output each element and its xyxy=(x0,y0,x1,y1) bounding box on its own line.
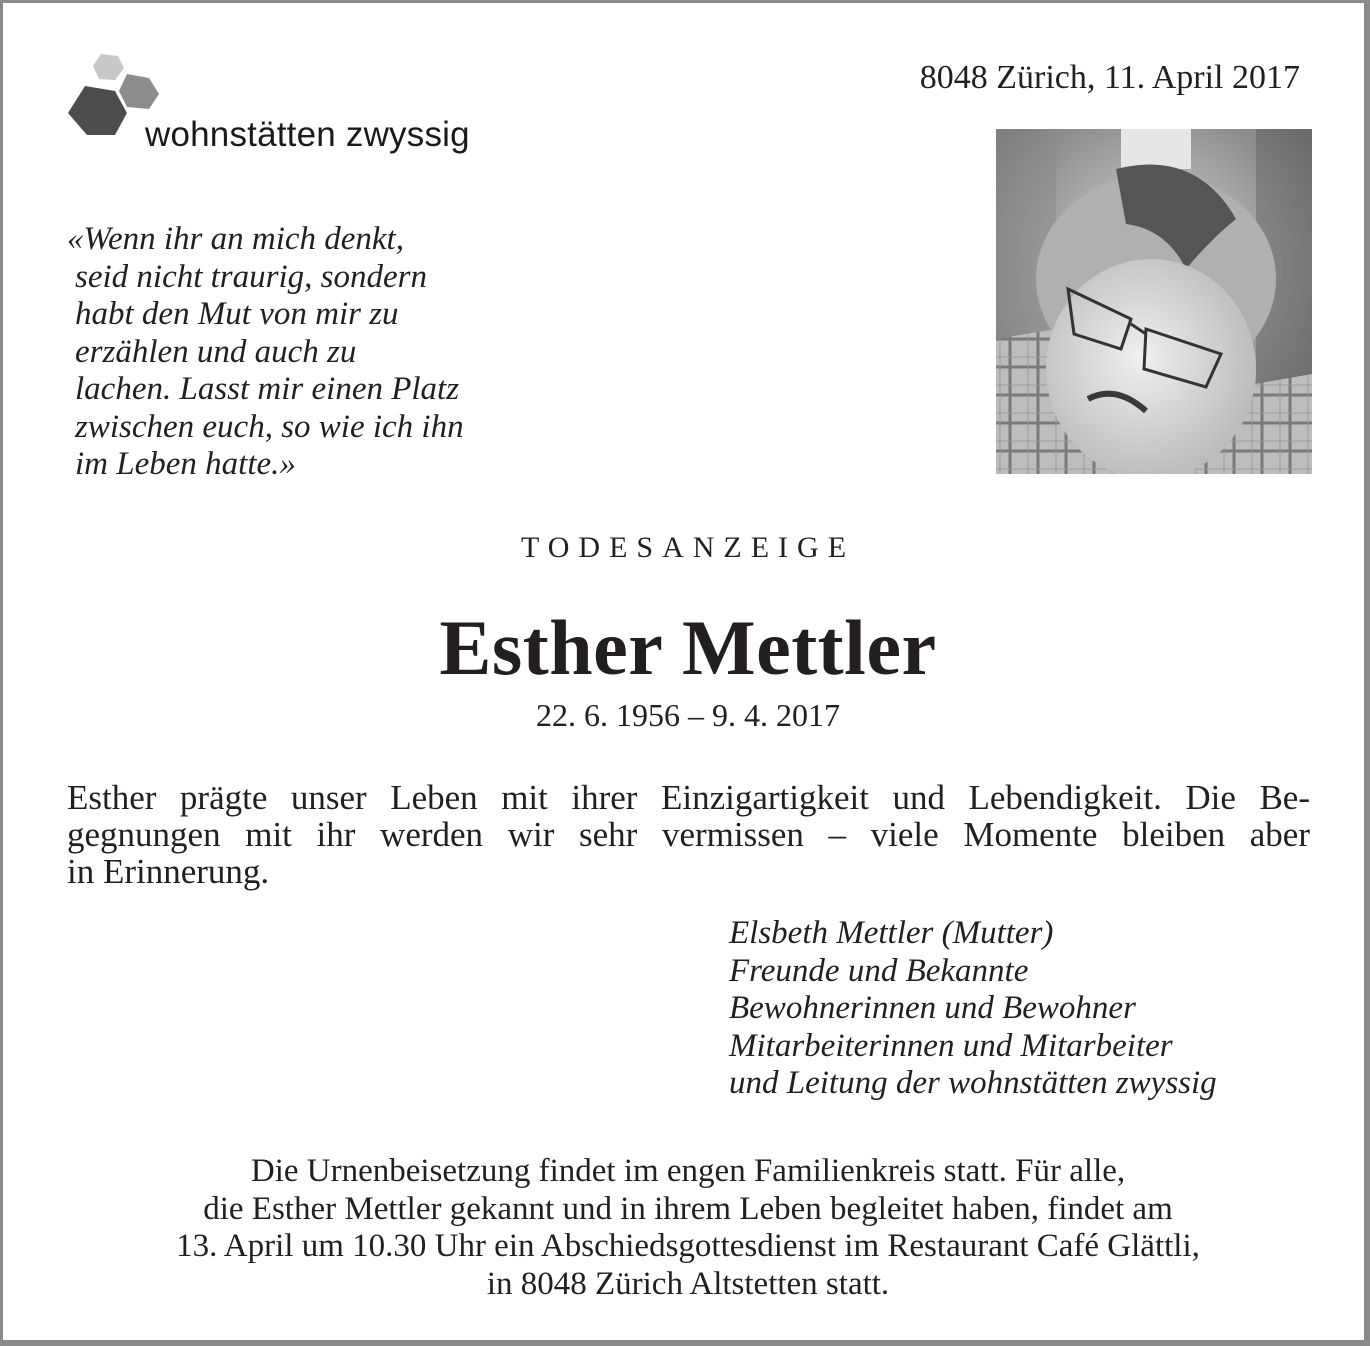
deceased-name: Esther Mettler xyxy=(439,604,937,691)
service-details xyxy=(3,1153,1370,1303)
portrait-image xyxy=(996,129,1312,474)
tribute-line: Esther prägte unser Leben mit ihrer Einzigartigkeit und Lebendigkeit. Die Be- xyxy=(67,778,1310,817)
quote-line: im Leben hatte.» xyxy=(75,446,296,482)
quote-line: lachen. Lasst mir einen Platz xyxy=(75,371,460,407)
tribute-line: gegnungen mit ihr werden wir sehr vermissen – viele Momente bleiben aber xyxy=(67,815,1310,854)
mourner-line: Freunde und Bekannte xyxy=(729,952,1029,989)
logo-hexagon-light xyxy=(93,54,124,80)
memorial-quote xyxy=(67,221,464,484)
logo-hexagon-mid xyxy=(119,74,159,109)
quote-line: zwischen euch, so wie ich ihn xyxy=(75,408,464,445)
mourner-line: und Leitung der wohnstätten zwyssig xyxy=(729,1065,1217,1101)
tribute-line: in Erinnerung. xyxy=(67,852,270,891)
service-line: Die Urnenbeisetzung findet im engen Familienkreis statt. Für alle, xyxy=(250,1153,1126,1189)
service-line: die Esther Mettler gekannt und in ihrem Leben begleitet haben, findet am xyxy=(203,1190,1173,1227)
place-date: 8048 Zürich, 11. April 2017 xyxy=(919,59,1300,96)
logo-hexagon-dark xyxy=(68,86,127,135)
portrait-photo xyxy=(996,129,1312,474)
logo-wordmark: wohnstätten zwyssig xyxy=(145,115,470,154)
quote-line: habt den Mut von mir zu xyxy=(75,296,399,332)
organization-logo xyxy=(63,51,513,161)
life-dates: 22. 6. 1956 – 9. 4. 2017 xyxy=(536,697,840,733)
quote-line: erzählen und auch zu xyxy=(75,333,357,370)
mourner-line: Bewohnerinnen und Bewohner xyxy=(729,990,1136,1026)
notice-kicker: TODESANZEIGE xyxy=(520,531,856,564)
mourner-line: Mitarbeiterinnen und Mitarbeiter xyxy=(729,1027,1173,1064)
tribute-paragraph xyxy=(67,779,1310,890)
mourner-line: Elsbeth Mettler (Mutter) xyxy=(729,915,1054,951)
service-line: 13. April um 10.30 Uhr ein Abschiedsgottesdienst im Restaurant Café Glättli, xyxy=(176,1228,1200,1264)
service-line: in 8048 Zürich Altstetten statt. xyxy=(486,1265,890,1302)
mourners-list xyxy=(729,915,1217,1103)
quote-line: «Wenn ihr an mich denkt, xyxy=(67,221,404,257)
quote-line: seid nicht traurig, sondern xyxy=(75,258,427,295)
